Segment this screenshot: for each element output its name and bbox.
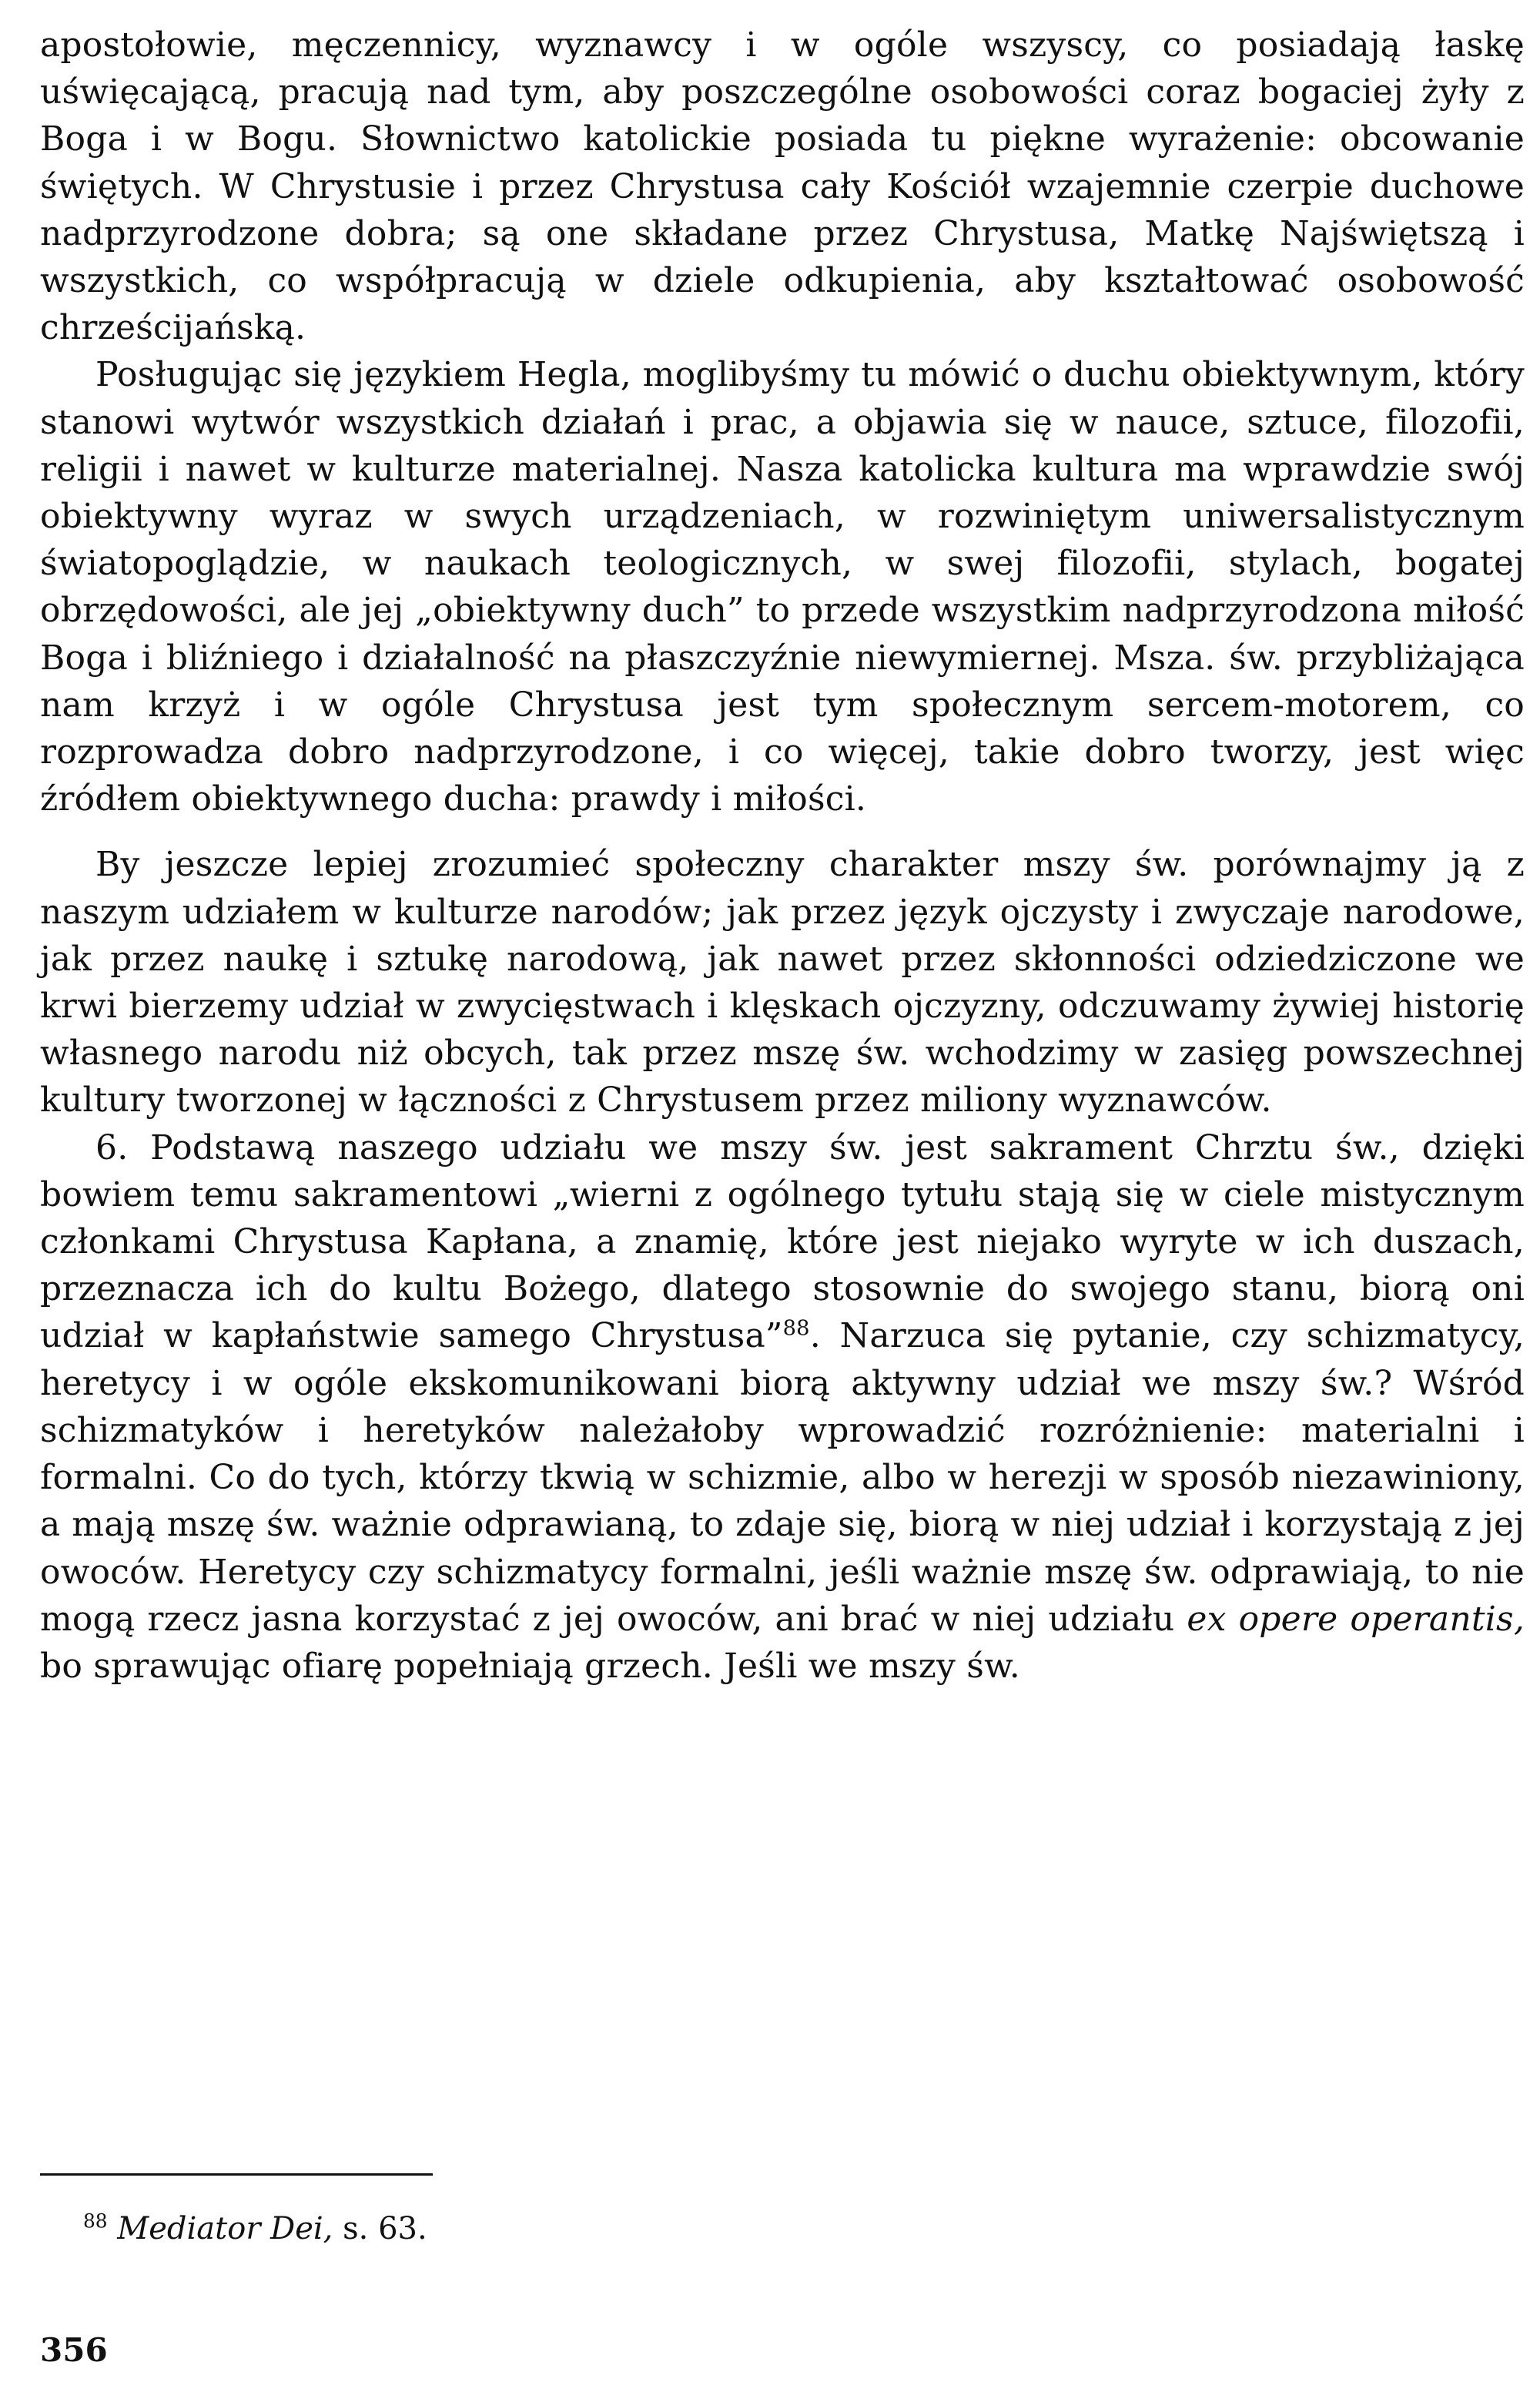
paragraph-4-text-end: bo sprawując ofiarę popełniają grzech. Jeśli we mszy św. [40,1646,1020,1686]
footnote [83,2210,427,2247]
paragraph-2-text: Posługując się językiem Hegla, moglibyśmy tu mówić o duchu obiektywnym, który stanowi wytwór wszystkich działań i prac, a objawia się w nauce, sztuce, filozofii, religii i nawet w kulturze materialnej. Nasza katolicka kultura ma wprawdzie swój obiektywny wyraz w swych urządzeniach, w rozwiniętym uniwersalistycznym światopoglądzie, w naukach teologicznych, w swej filozofii, stylach, bogatej obrzędowości, ale jej „obiektywny duch” to przede wszystkim nadprzyrodzona miłość Boga i bliźniego i działalność na płaszczyźnie niewymiernej. Msza. św. przybliżająca nam krzyż i w ogóle Chrystusa jest tym społecznym sercem-motorem, co rozprowadza dobro nadprzyrodzone, i co więcej, takie dobro tworzy, jest więc źródłem obiektywnego ducha: prawdy i miłości. [40,355,1525,819]
paragraph-2 [40,351,1525,822]
footnote-title: Mediator Dei, [117,2211,333,2246]
paragraph-1 [40,22,1525,351]
paragraph-3-text: By jeszcze lepiej zrozumieć społeczny charakter mszy św. porównajmy ją z naszym udziałem w kulturze narodów; jak przez język ojczysty i zwyczaje narodowe, jak przez naukę i sztukę narodową, jak nawet przez skłonności odziedziczone we krwi bierzemy udział w zwycięstwach i klęskach ojczyzny, odczuwamy żywiej historię własnego narodu niż obcych, tak przez mszę św. wchodzimy w zasięg powszechnej kultury tworzonej w łączności z Chrystusem przez miliony wyznawców. [40,845,1525,1121]
footnote-divider [40,2173,433,2176]
paragraph-4 [40,1124,1525,1690]
paragraph-4-text-start: 6. Podstawą naszego udziału we mszy św. jest sakrament Chrztu św., dzięki bowiem temu sakramentowi „wierni z ogólnego tytułu stają się w ciele mistycznym członkami Chrystusa Kapłana, a znamię, które jest niejako wyryte w ich duszach, przeznacza ich do kultu Bożego, dlatego stosownie do swojego stanu, biorą oni udział w kapłaństwie samego Chrystusa” [40,1127,1525,1356]
latin-phrase: ex opere operantis, [1187,1599,1525,1639]
body-text [40,22,1525,1690]
footnote-reference: 88 [782,1316,810,1341]
footnote-number: 88 [83,2209,108,2233]
page-number: 356 [40,2331,108,2369]
paragraph-3 [40,841,1525,1124]
paragraph-1-text: apostołowie, męczennicy, wyznawcy i w ogóle wszyscy, co posiadają łaskę uświęcającą, pracują nad tym, aby poszczególne osobowości coraz bogaciej żyły z Boga i w Bogu. Słownictwo katolickie posiada tu piękne wyrażenie: obcowanie świętych. W Chrystusie i przez Chrystusa cały Kościół wzajemnie czerpie duchowe nadprzyrodzone dobra; są one składane przez Chrystusa, Matkę Najświętszą i wszystkich, co współpracują w dziele odkupienia, aby kształtować osobowość chrześcijańską. [40,25,1525,348]
footnote-text: s. 63. [333,2211,427,2246]
book-page [40,22,1525,2370]
paragraph-4-text-middle: . Narzuca się pytanie, czy schizmatycy, heretycy i w ogóle ekskomunikowani biorą aktywny udział we mszy św.? Wśród schizmatyków i heretyków należałoby wprowadzić rozróżnienie: materialni i formalni. Co do tych, którzy tkwią w schizmie, albo w herezji w sposób niezawiniony, a mają mszę św. ważnie odprawianą, to zdaje się, biorą w niej udział i korzystają z jej owoców. Heretycy czy schizmatycy formalni, jeśli ważnie mszę św. odprawiają, to nie mogą rzecz jasna korzystać z jej owoców, ani brać w niej udziału [40,1316,1525,1639]
